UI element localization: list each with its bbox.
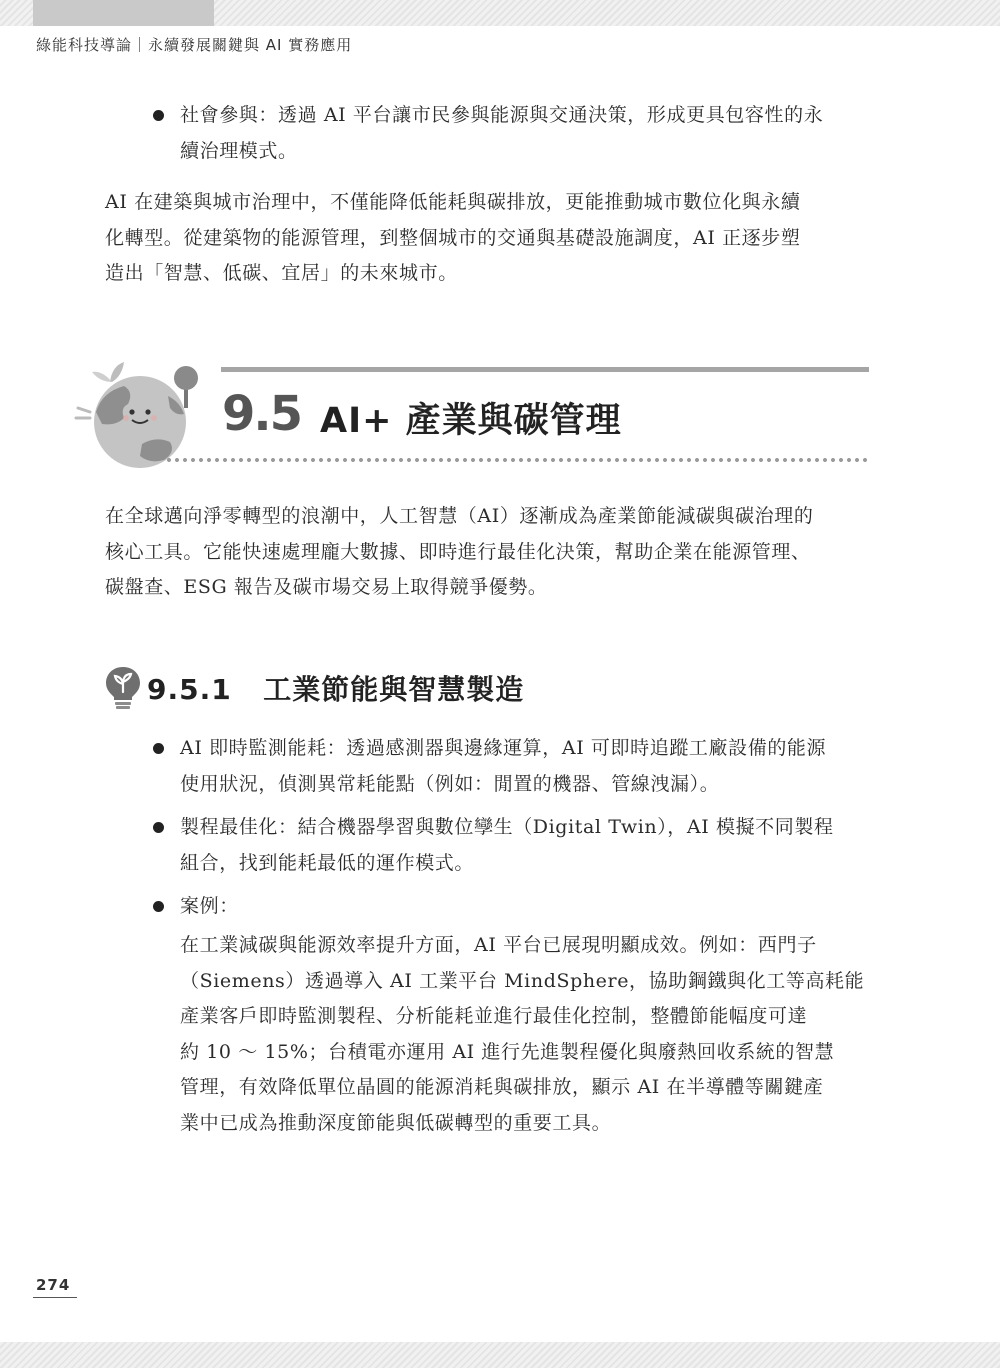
bullet-line: 製程最佳化：結合機器學習與數位孿生（Digital Twin），AI 模擬不同製程: [180, 816, 834, 838]
paragraph-line: 約 10 ～ 15%；台積電亦運用 AI 進行先進製程優化與廢熱回收系統的智慧: [180, 1040, 835, 1063]
summary-paragraph: [105, 185, 870, 292]
bullet-line: AI 即時監測能耗：透過感測器與邊緣運算，AI 可即時追蹤工廠設備的能源: [180, 737, 827, 759]
case-study-paragraph: [180, 928, 870, 1141]
bullet-dot-icon: [153, 901, 164, 912]
bullet-line: 續治理模式。: [180, 139, 298, 162]
bullet-dot-icon: [153, 110, 164, 121]
paragraph-line: （Siemens）透過導入 AI 工業平台 MindSphere，協助鋼鐵與化工等高耗能: [180, 969, 865, 992]
bullet-case-study: [153, 889, 870, 925]
paragraph-line: 造出「智慧、低碳、宜居」的未來城市。: [105, 262, 458, 284]
bottom-decorative-band: [0, 1342, 1000, 1368]
paragraph-line: 管理，有效降低單位晶圓的能源消耗與碳排放，顯示 AI 在半導體等關鍵產: [180, 1076, 824, 1098]
bullet-line: 使用狀況，偵測異常耗能點（例如：閒置的機器、管線洩漏）。: [180, 772, 720, 795]
section-number: 9.5: [222, 386, 302, 442]
section-intro-paragraph: [105, 499, 870, 606]
bullet-line: 社會參與：透過 AI 平台讓市民參與能源與交通決策，形成更具包容性的永: [180, 104, 824, 126]
bullet-dot-icon: [153, 743, 164, 754]
bullet-dot-icon: [153, 822, 164, 833]
paragraph-line: 化轉型。從建築物的能源管理，到整個城市的交通與基礎設施調度，AI 正逐步塑: [105, 226, 801, 249]
paragraph-line: AI 在建築與城市治理中，不僅能降低能耗與碳排放，更能推動城市數位化與永續: [105, 191, 801, 213]
paragraph-line: 產業客戶即時監測製程、分析能耗並進行最佳化控制，整體節能幅度可達: [180, 1005, 808, 1027]
subsection-heading: [147, 668, 524, 708]
paragraph-line: 碳盤查、ESG 報告及碳市場交易上取得競爭優勢。: [105, 576, 548, 598]
globe-with-tree-icon: [72, 352, 212, 472]
section-title: AI+ 產業與碳管理: [320, 401, 622, 441]
paragraph-line: 核心工具。它能快速處理龐大數據、即時進行最佳化決策，幫助企業在能源管理、: [105, 540, 811, 563]
section-dotted-divider: [165, 457, 869, 463]
section-rule: [221, 367, 869, 372]
paragraph-line: 在工業減碳與能源效率提升方面，AI 平台已展現明顯成效。例如：西門子: [180, 934, 817, 956]
paragraph-line: 業中已成為推動深度節能與低碳轉型的重要工具。: [180, 1111, 612, 1134]
bullet-ai-energy-monitoring: [153, 731, 870, 802]
bullet-line: 組合，找到能耗最低的運作模式。: [180, 851, 475, 874]
header-tab-block: [33, 0, 214, 26]
bullet-process-optimization: [153, 810, 870, 881]
subsection-title: 工業節能與智慧製造: [263, 673, 525, 706]
page-number-rule: [33, 1297, 77, 1298]
page-number: 274: [36, 1276, 71, 1294]
subsection-number: 9.5.1: [147, 673, 232, 706]
paragraph-line: 在全球邁向淨零轉型的浪潮中，人工智慧（AI）逐漸成為產業節能減碳與碳治理的: [105, 505, 814, 527]
bullet-line: 案例：: [180, 895, 239, 917]
bullet-social-participation: [153, 98, 870, 169]
running-head: 綠能科技導論｜永續發展關鍵與 AI 實務應用: [36, 36, 353, 54]
lightbulb-sprout-icon: [103, 664, 143, 712]
